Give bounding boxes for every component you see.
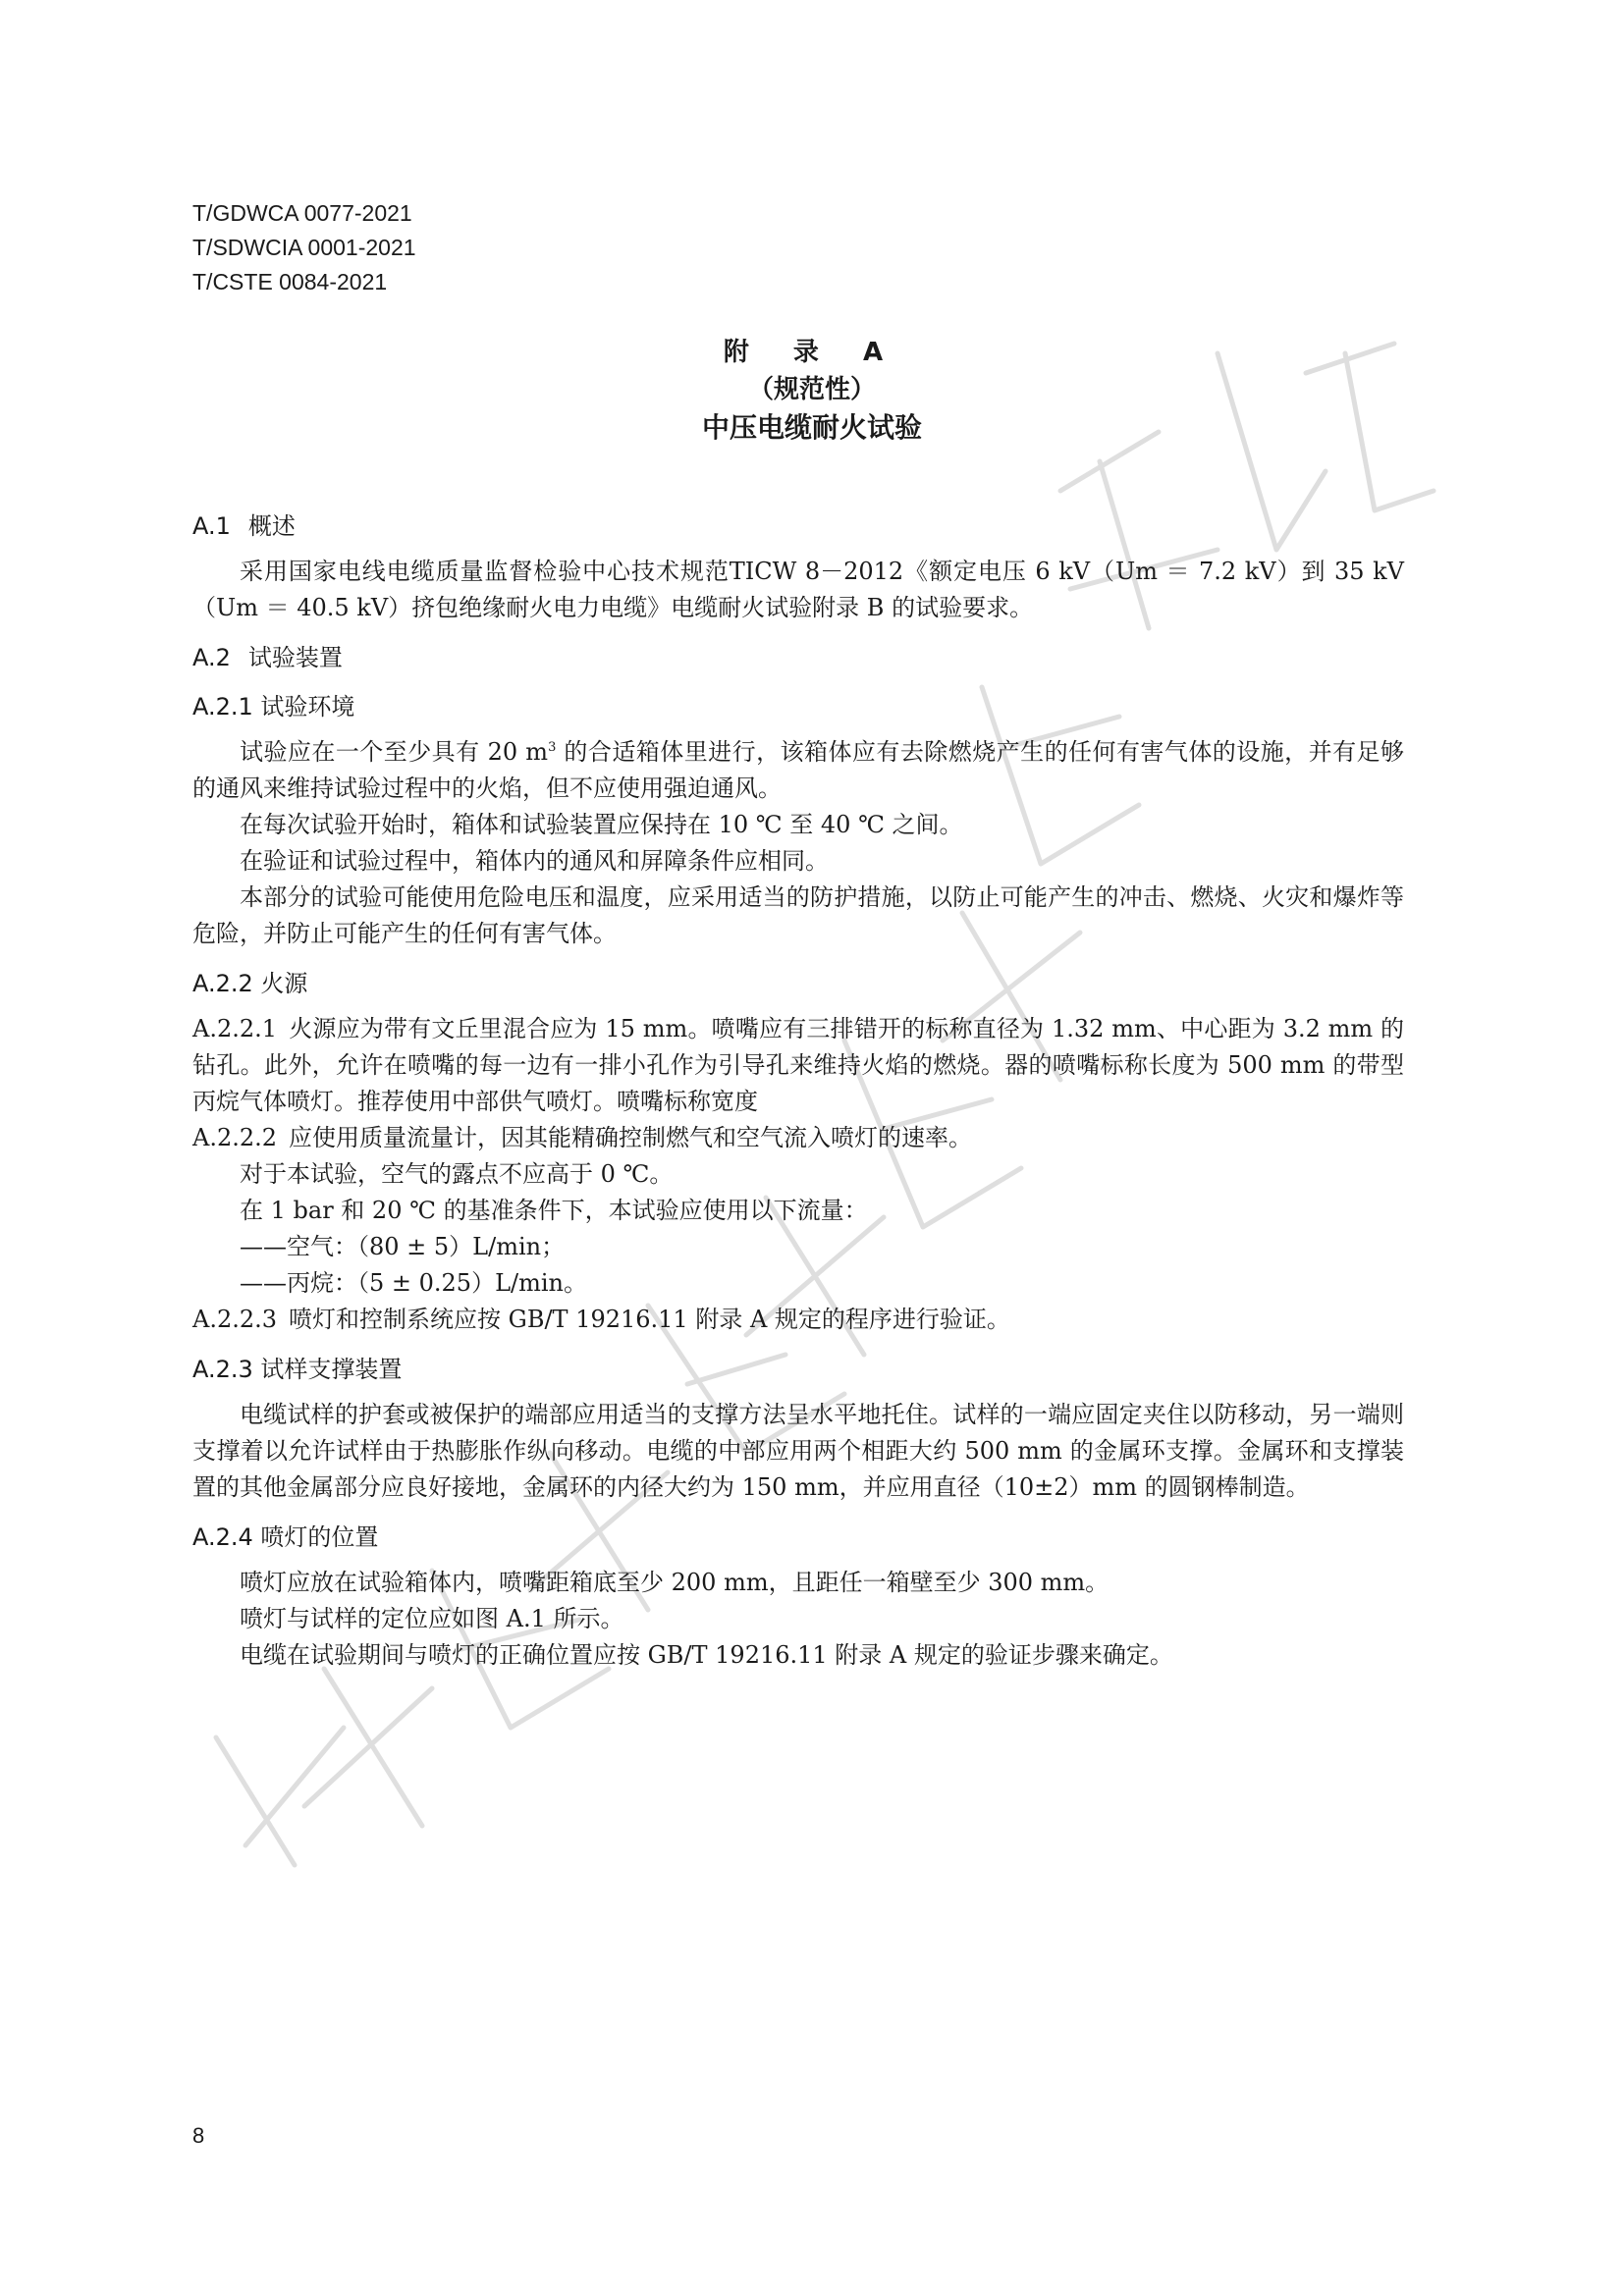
annex-label: 附 录 A: [723, 338, 901, 367]
paragraph: 本部分的试验可能使用危险电压和温度，应采用适当的防护措施，以防止可能产生的冲击、燃烧、火灾和爆炸等危险，并防止可能产生的任何有害气体。: [192, 883, 1404, 947]
clause-text: 火源应为带有文丘里混合应为 15 mm。喷嘴应有三排错开的标称直径为 1.32 mm、中心距为 3.2 mm 的钻孔。此外，允许在喷嘴的每一边有一排小孔作为引导孔来维持火焰的燃烧。器的喷嘴标称长度为 500 mm 的带型丙烷气体喷灯。推荐使用中部供气喷灯。喷嘴标称宽度: [192, 1015, 1404, 1115]
superscript: 3: [548, 740, 557, 755]
section-title: 概述: [247, 512, 296, 540]
paragraph: 在验证和试验过程中，箱体内的通风和屏障条件应相同。: [240, 847, 829, 875]
standard-code: T/SDWCIA 0001-2021: [192, 235, 416, 260]
section-heading-a23: A.2.3 试样支撑装置: [192, 1356, 403, 1383]
paragraph: 电缆试样的护套或被保护的端部应用适当的支撑方法呈水平地托住。试样的一端应固定夹住以防移动，另一端则支撑着以允许试样由于热膨胀作纵向移动。电缆的中部应用两个相距大约 500 mm 的金属环支撑。金属环和支撑装置的其他金属部分应良好接地，金属环的内径大约为 150 mm，并应用直径（10±2）mm 的圆钢棒制造。: [192, 1401, 1404, 1501]
paragraph: 喷灯与试样的定位应如图 A.1 所示。: [240, 1605, 624, 1632]
subclause-a223: [192, 1302, 1404, 1338]
clause-number: A.2.2.3: [192, 1306, 278, 1333]
standard-codes: [192, 196, 416, 299]
page-number: 8: [192, 2123, 205, 2148]
paragraph: [192, 734, 1404, 807]
subclause-a222: [192, 1120, 1404, 1156]
section-heading-a2: [192, 640, 1404, 675]
clause-number: A.2.2.2: [192, 1124, 278, 1151]
annex-title: 中压电缆耐火试验: [701, 411, 922, 444]
paragraph: 在 1 bar 和 20 ℃ 的基准条件下，本试验应使用以下流量：: [240, 1197, 868, 1224]
annex-heading: [0, 334, 1624, 448]
section-number: A.2: [192, 644, 231, 671]
document-body: [192, 508, 1404, 1674]
paragraph: 喷灯应放在试验箱体内，喷嘴距箱底至少 200 mm，且距任一箱壁至少 300 mm。: [240, 1569, 1110, 1596]
list-item: ——丙烷：（5 ± 0.25）L/min。: [240, 1269, 587, 1297]
clause-text: 应使用质量流量计，因其能精确控制燃气和空气流入喷灯的速率。: [289, 1124, 973, 1151]
text-run: 试验应在一个至少具有 20 m: [240, 738, 549, 766]
clause-number: A.2.2.1: [192, 1015, 278, 1042]
standard-code: T/GDWCA 0077-2021: [192, 200, 412, 226]
section-number: A.1: [192, 512, 231, 540]
section-heading-a1: [192, 508, 1404, 544]
text-run: 的合适箱体里进行，该箱体应有去除燃烧产生的任何有害气体的设施，并有足够的通风来维持试验过程中的火焰，但不应使用强迫通风。: [192, 738, 1404, 802]
paragraph: 在每次试验开始时，箱体和试验装置应保持在 10 ℃ 至 40 ℃ 之间。: [240, 811, 963, 838]
paragraph: 电缆在试验期间与喷灯的正确位置应按 GB/T 19216.11 附录 A 规定的验证步骤来确定。: [240, 1641, 1173, 1669]
section-heading-a22: A.2.2 火源: [192, 970, 308, 997]
paragraph: 对于本试验，空气的露点不应高于 0 ℃。: [240, 1160, 674, 1188]
clause-text: 喷灯和控制系统应按 GB/T 19216.11 附录 A 规定的程序进行验证。: [289, 1306, 1010, 1333]
section-title: 试验装置: [247, 644, 343, 671]
annex-type: （规范性）: [747, 375, 876, 404]
subclause-a221: [192, 1011, 1404, 1120]
paragraph: 采用国家电线电缆质量监督检验中心技术规范TICW 8－2012《额定电压 6 kV（Um ＝ 7.2 kV）到 35 kV（Um ＝ 40.5 kV）挤包绝缘耐火电力电缆》电缆耐火试验附录 B 的试验要求。: [192, 558, 1404, 621]
standard-code: T/CSTE 0084-2021: [192, 269, 388, 294]
section-heading-a21: A.2.1 试验环境: [192, 693, 355, 721]
section-heading-a24: A.2.4 喷灯的位置: [192, 1523, 379, 1551]
list-item: ——空气：（80 ± 5）L/min；: [240, 1233, 566, 1260]
